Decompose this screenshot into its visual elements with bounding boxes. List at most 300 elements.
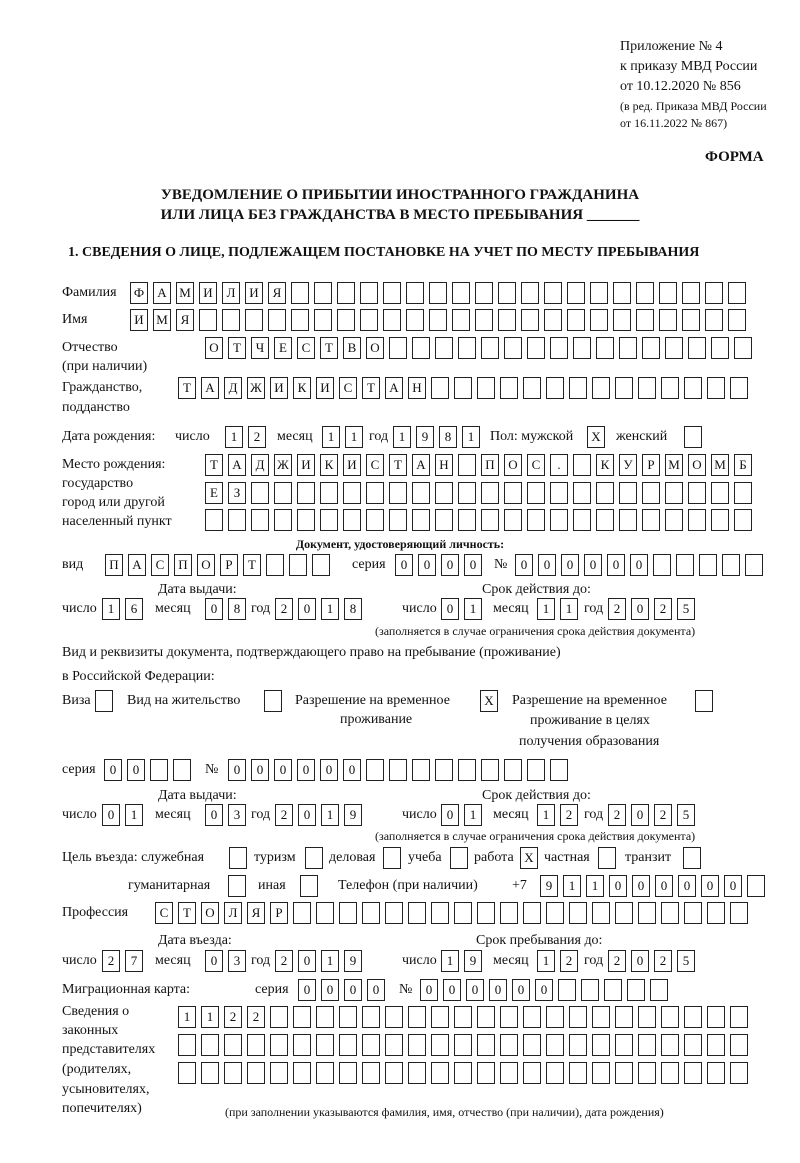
char-cell[interactable]: [362, 1006, 380, 1028]
char-cell[interactable]: [454, 1006, 472, 1028]
char-cell[interactable]: [385, 902, 403, 924]
doc-series-field[interactable]: [395, 554, 482, 576]
entry-year-field[interactable]: [275, 950, 362, 972]
char-cell[interactable]: [412, 509, 430, 531]
char-cell[interactable]: [707, 377, 725, 399]
char-cell[interactable]: 2: [654, 804, 672, 826]
char-cell[interactable]: Д: [251, 454, 269, 476]
char-cell[interactable]: 7: [125, 950, 143, 972]
char-cell[interactable]: П: [481, 454, 499, 476]
char-cell[interactable]: [567, 309, 585, 331]
temp-residence-checkbox[interactable]: [480, 690, 498, 712]
char-cell[interactable]: И: [297, 454, 315, 476]
char-cell[interactable]: Р: [220, 554, 238, 576]
birth-day-field[interactable]: [225, 426, 266, 448]
char-cell[interactable]: К: [293, 377, 311, 399]
char-cell[interactable]: [619, 337, 637, 359]
char-cell[interactable]: [289, 554, 307, 576]
char-cell[interactable]: [730, 1034, 748, 1056]
char-cell[interactable]: [604, 979, 622, 1001]
char-cell[interactable]: С: [339, 377, 357, 399]
char-cell[interactable]: [500, 1034, 518, 1056]
doc-kind-field[interactable]: [105, 554, 330, 576]
stay-series-field[interactable]: [104, 759, 191, 781]
char-cell[interactable]: Ж: [247, 377, 265, 399]
char-cell[interactable]: 3: [228, 950, 246, 972]
char-cell[interactable]: 0: [584, 554, 602, 576]
purpose-official-checkbox[interactable]: [229, 847, 247, 869]
representatives-field[interactable]: [178, 1006, 748, 1028]
char-cell[interactable]: [527, 759, 545, 781]
char-cell[interactable]: М: [665, 454, 683, 476]
char-cell[interactable]: [730, 377, 748, 399]
char-cell[interactable]: 1: [393, 426, 411, 448]
char-cell[interactable]: [684, 902, 702, 924]
char-cell[interactable]: [291, 309, 309, 331]
char-cell[interactable]: [527, 337, 545, 359]
char-cell[interactable]: 0: [489, 979, 507, 1001]
char-cell[interactable]: [297, 509, 315, 531]
char-cell[interactable]: А: [228, 454, 246, 476]
char-cell[interactable]: 1: [321, 804, 339, 826]
char-cell[interactable]: 0: [632, 875, 650, 897]
char-cell[interactable]: [523, 1006, 541, 1028]
char-cell[interactable]: 0: [205, 598, 223, 620]
char-cell[interactable]: [339, 1062, 357, 1084]
char-cell[interactable]: [619, 509, 637, 531]
char-cell[interactable]: [385, 1006, 403, 1028]
char-cell[interactable]: [454, 1034, 472, 1056]
char-cell[interactable]: [389, 482, 407, 504]
char-cell[interactable]: [454, 902, 472, 924]
stay-number-field[interactable]: [228, 759, 568, 781]
valid-year-field[interactable]: [608, 598, 695, 620]
char-cell[interactable]: [573, 337, 591, 359]
char-cell[interactable]: [546, 902, 564, 924]
char-cell[interactable]: [458, 482, 476, 504]
char-cell[interactable]: [222, 309, 240, 331]
char-cell[interactable]: [527, 482, 545, 504]
char-cell[interactable]: О: [688, 454, 706, 476]
char-cell[interactable]: [504, 482, 522, 504]
char-cell[interactable]: Ф: [130, 282, 148, 304]
char-cell[interactable]: 0: [561, 554, 579, 576]
char-cell[interactable]: [481, 482, 499, 504]
char-cell[interactable]: 0: [102, 804, 120, 826]
char-cell[interactable]: [314, 309, 332, 331]
stay-issue-month-field[interactable]: [205, 804, 246, 826]
char-cell[interactable]: [429, 282, 447, 304]
char-cell[interactable]: [477, 377, 495, 399]
char-cell[interactable]: [596, 482, 614, 504]
char-cell[interactable]: М: [711, 454, 729, 476]
char-cell[interactable]: [270, 1034, 288, 1056]
char-cell[interactable]: 0: [466, 979, 484, 1001]
char-cell[interactable]: [477, 1034, 495, 1056]
char-cell[interactable]: 0: [228, 759, 246, 781]
char-cell[interactable]: [722, 554, 740, 576]
purpose-humanitarian-checkbox[interactable]: [228, 875, 246, 897]
char-cell[interactable]: [707, 1034, 725, 1056]
char-cell[interactable]: Ж: [274, 454, 292, 476]
char-cell[interactable]: [337, 282, 355, 304]
char-cell[interactable]: О: [201, 902, 219, 924]
purpose-transit-checkbox[interactable]: [683, 847, 701, 869]
char-cell[interactable]: [592, 1034, 610, 1056]
char-cell[interactable]: С: [297, 337, 315, 359]
char-cell[interactable]: [544, 282, 562, 304]
char-cell[interactable]: [711, 337, 729, 359]
birth-year-field[interactable]: [393, 426, 480, 448]
char-cell[interactable]: 1: [537, 950, 555, 972]
char-cell[interactable]: [682, 282, 700, 304]
char-cell[interactable]: С: [155, 902, 173, 924]
char-cell[interactable]: [734, 482, 752, 504]
char-cell[interactable]: [431, 902, 449, 924]
char-cell[interactable]: 0: [655, 875, 673, 897]
birthplace-field[interactable]: [205, 454, 752, 476]
char-cell[interactable]: [642, 337, 660, 359]
char-cell[interactable]: [573, 482, 591, 504]
char-cell[interactable]: 0: [367, 979, 385, 1001]
edu-residence-checkbox[interactable]: [695, 690, 713, 712]
char-cell[interactable]: [500, 902, 518, 924]
char-cell[interactable]: [592, 1062, 610, 1084]
char-cell[interactable]: Я: [176, 309, 194, 331]
char-cell[interactable]: [360, 309, 378, 331]
char-cell[interactable]: [312, 554, 330, 576]
char-cell[interactable]: [573, 454, 591, 476]
char-cell[interactable]: [408, 1006, 426, 1028]
char-cell[interactable]: 0: [321, 979, 339, 1001]
char-cell[interactable]: И: [199, 282, 217, 304]
char-cell[interactable]: [385, 1034, 403, 1056]
char-cell[interactable]: Б: [734, 454, 752, 476]
char-cell[interactable]: [590, 282, 608, 304]
char-cell[interactable]: [251, 482, 269, 504]
char-cell[interactable]: [291, 282, 309, 304]
char-cell[interactable]: 0: [420, 979, 438, 1001]
char-cell[interactable]: [362, 902, 380, 924]
char-cell[interactable]: [408, 1062, 426, 1084]
char-cell[interactable]: 0: [441, 804, 459, 826]
char-cell[interactable]: [389, 509, 407, 531]
until-month-field[interactable]: [537, 950, 578, 972]
char-cell[interactable]: И: [270, 377, 288, 399]
char-cell[interactable]: 0: [631, 598, 649, 620]
char-cell[interactable]: [569, 1062, 587, 1084]
char-cell[interactable]: [178, 1062, 196, 1084]
char-cell[interactable]: 0: [298, 804, 316, 826]
char-cell[interactable]: [293, 1034, 311, 1056]
char-cell[interactable]: [339, 902, 357, 924]
char-cell[interactable]: И: [130, 309, 148, 331]
char-cell[interactable]: 0: [441, 598, 459, 620]
issue-day-field[interactable]: [102, 598, 143, 620]
char-cell[interactable]: [343, 509, 361, 531]
char-cell[interactable]: 2: [608, 804, 626, 826]
char-cell[interactable]: [268, 309, 286, 331]
char-cell[interactable]: [688, 482, 706, 504]
stay-valid-month-field[interactable]: [537, 804, 578, 826]
char-cell[interactable]: 8: [228, 598, 246, 620]
char-cell[interactable]: [297, 482, 315, 504]
char-cell[interactable]: .: [550, 454, 568, 476]
char-cell[interactable]: [431, 377, 449, 399]
char-cell[interactable]: [638, 902, 656, 924]
char-cell[interactable]: Т: [362, 377, 380, 399]
char-cell[interactable]: [615, 1006, 633, 1028]
char-cell[interactable]: [412, 759, 430, 781]
char-cell[interactable]: [728, 309, 746, 331]
char-cell[interactable]: Т: [205, 454, 223, 476]
char-cell[interactable]: [300, 875, 318, 897]
char-cell[interactable]: П: [174, 554, 192, 576]
char-cell[interactable]: 0: [104, 759, 122, 781]
char-cell[interactable]: [477, 902, 495, 924]
char-cell[interactable]: 2: [275, 950, 293, 972]
representatives-field[interactable]: [178, 1062, 748, 1084]
residence-permit-checkbox[interactable]: [264, 690, 282, 712]
char-cell[interactable]: 0: [701, 875, 719, 897]
char-cell[interactable]: [615, 377, 633, 399]
char-cell[interactable]: [205, 509, 223, 531]
char-cell[interactable]: А: [128, 554, 146, 576]
char-cell[interactable]: [711, 482, 729, 504]
char-cell[interactable]: [550, 759, 568, 781]
char-cell[interactable]: [383, 282, 401, 304]
char-cell[interactable]: 5: [677, 950, 695, 972]
char-cell[interactable]: [316, 902, 334, 924]
char-cell[interactable]: [435, 337, 453, 359]
char-cell[interactable]: [550, 509, 568, 531]
char-cell[interactable]: 0: [538, 554, 556, 576]
char-cell[interactable]: 9: [540, 875, 558, 897]
purpose-private-checkbox[interactable]: [598, 847, 616, 869]
entry-month-field[interactable]: [205, 950, 246, 972]
char-cell[interactable]: [544, 309, 562, 331]
char-cell[interactable]: [650, 979, 668, 1001]
char-cell[interactable]: [661, 1062, 679, 1084]
char-cell[interactable]: 1: [462, 426, 480, 448]
char-cell[interactable]: [684, 1062, 702, 1084]
char-cell[interactable]: К: [596, 454, 614, 476]
char-cell[interactable]: [247, 1034, 265, 1056]
char-cell[interactable]: [435, 509, 453, 531]
char-cell[interactable]: [550, 482, 568, 504]
valid-month-field[interactable]: [537, 598, 578, 620]
char-cell[interactable]: [406, 282, 424, 304]
stay-valid-year-field[interactable]: [608, 804, 695, 826]
char-cell[interactable]: Т: [389, 454, 407, 476]
char-cell[interactable]: [500, 377, 518, 399]
char-cell[interactable]: Д: [224, 377, 242, 399]
char-cell[interactable]: X: [480, 690, 498, 712]
char-cell[interactable]: [684, 377, 702, 399]
char-cell[interactable]: [569, 1034, 587, 1056]
char-cell[interactable]: [452, 309, 470, 331]
sex-male-checkbox[interactable]: [587, 426, 605, 448]
char-cell[interactable]: 2: [560, 950, 578, 972]
doc-number-field[interactable]: [515, 554, 763, 576]
char-cell[interactable]: [546, 377, 564, 399]
char-cell[interactable]: [613, 282, 631, 304]
char-cell[interactable]: [229, 847, 247, 869]
char-cell[interactable]: [316, 1062, 334, 1084]
char-cell[interactable]: [661, 1006, 679, 1028]
char-cell[interactable]: [293, 1006, 311, 1028]
char-cell[interactable]: [590, 309, 608, 331]
char-cell[interactable]: М: [153, 309, 171, 331]
char-cell[interactable]: 2: [102, 950, 120, 972]
char-cell[interactable]: [730, 1006, 748, 1028]
char-cell[interactable]: [619, 482, 637, 504]
char-cell[interactable]: [481, 337, 499, 359]
char-cell[interactable]: [638, 1062, 656, 1084]
char-cell[interactable]: П: [105, 554, 123, 576]
char-cell[interactable]: [412, 337, 430, 359]
issue-month-field[interactable]: [205, 598, 246, 620]
stay-valid-day-field[interactable]: [441, 804, 482, 826]
char-cell[interactable]: Ч: [251, 337, 269, 359]
purpose-business-checkbox[interactable]: [383, 847, 401, 869]
char-cell[interactable]: 2: [275, 804, 293, 826]
char-cell[interactable]: 6: [125, 598, 143, 620]
char-cell[interactable]: [383, 847, 401, 869]
until-year-field[interactable]: [608, 950, 695, 972]
char-cell[interactable]: [385, 1062, 403, 1084]
char-cell[interactable]: [659, 309, 677, 331]
char-cell[interactable]: [734, 509, 752, 531]
char-cell[interactable]: [504, 509, 522, 531]
char-cell[interactable]: [627, 979, 645, 1001]
entry-day-field[interactable]: [102, 950, 143, 972]
char-cell[interactable]: [711, 509, 729, 531]
char-cell[interactable]: [228, 509, 246, 531]
char-cell[interactable]: [523, 1062, 541, 1084]
char-cell[interactable]: [573, 509, 591, 531]
char-cell[interactable]: [684, 1006, 702, 1028]
char-cell[interactable]: [270, 1062, 288, 1084]
char-cell[interactable]: [458, 337, 476, 359]
char-cell[interactable]: 8: [344, 598, 362, 620]
profession-field[interactable]: [155, 902, 748, 924]
until-day-field[interactable]: [441, 950, 482, 972]
char-cell[interactable]: [745, 554, 763, 576]
char-cell[interactable]: Р: [642, 454, 660, 476]
issue-year-field[interactable]: [275, 598, 362, 620]
char-cell[interactable]: [665, 337, 683, 359]
char-cell[interactable]: 3: [228, 804, 246, 826]
visa-checkbox[interactable]: [95, 690, 113, 712]
char-cell[interactable]: 0: [609, 875, 627, 897]
char-cell[interactable]: 2: [608, 598, 626, 620]
char-cell[interactable]: Л: [224, 902, 242, 924]
char-cell[interactable]: А: [385, 377, 403, 399]
char-cell[interactable]: 8: [439, 426, 457, 448]
char-cell[interactable]: [431, 1006, 449, 1028]
char-cell[interactable]: [477, 1006, 495, 1028]
char-cell[interactable]: [201, 1034, 219, 1056]
char-cell[interactable]: X: [587, 426, 605, 448]
char-cell[interactable]: [481, 759, 499, 781]
char-cell[interactable]: [339, 1006, 357, 1028]
char-cell[interactable]: [527, 509, 545, 531]
char-cell[interactable]: [707, 1006, 725, 1028]
char-cell[interactable]: [615, 1034, 633, 1056]
char-cell[interactable]: [638, 1006, 656, 1028]
char-cell[interactable]: 5: [677, 598, 695, 620]
purpose-tourism-checkbox[interactable]: [305, 847, 323, 869]
char-cell[interactable]: 2: [248, 426, 266, 448]
char-cell[interactable]: [695, 690, 713, 712]
char-cell[interactable]: 0: [512, 979, 530, 1001]
char-cell[interactable]: О: [366, 337, 384, 359]
char-cell[interactable]: В: [343, 337, 361, 359]
char-cell[interactable]: [642, 482, 660, 504]
char-cell[interactable]: [747, 875, 765, 897]
char-cell[interactable]: [366, 482, 384, 504]
char-cell[interactable]: [477, 1062, 495, 1084]
char-cell[interactable]: [730, 902, 748, 924]
char-cell[interactable]: И: [245, 282, 263, 304]
char-cell[interactable]: [458, 454, 476, 476]
char-cell[interactable]: 1: [560, 598, 578, 620]
char-cell[interactable]: [661, 1034, 679, 1056]
char-cell[interactable]: [274, 482, 292, 504]
char-cell[interactable]: [636, 309, 654, 331]
valid-day-field[interactable]: [441, 598, 482, 620]
char-cell[interactable]: 0: [251, 759, 269, 781]
char-cell[interactable]: X: [520, 847, 538, 869]
char-cell[interactable]: [688, 509, 706, 531]
char-cell[interactable]: 0: [297, 759, 315, 781]
char-cell[interactable]: [665, 509, 683, 531]
char-cell[interactable]: Я: [268, 282, 286, 304]
char-cell[interactable]: Я: [247, 902, 265, 924]
char-cell[interactable]: 0: [344, 979, 362, 1001]
char-cell[interactable]: [458, 509, 476, 531]
char-cell[interactable]: [705, 282, 723, 304]
char-cell[interactable]: [293, 902, 311, 924]
char-cell[interactable]: [613, 309, 631, 331]
char-cell[interactable]: 0: [607, 554, 625, 576]
birthplace-field[interactable]: [205, 482, 752, 504]
char-cell[interactable]: 1: [102, 598, 120, 620]
char-cell[interactable]: [264, 690, 282, 712]
char-cell[interactable]: [592, 902, 610, 924]
char-cell[interactable]: [638, 1034, 656, 1056]
char-cell[interactable]: [458, 759, 476, 781]
char-cell[interactable]: 2: [654, 950, 672, 972]
char-cell[interactable]: 0: [205, 950, 223, 972]
char-cell[interactable]: Н: [435, 454, 453, 476]
surname-field[interactable]: [130, 282, 746, 304]
char-cell[interactable]: К: [320, 454, 338, 476]
char-cell[interactable]: 0: [418, 554, 436, 576]
char-cell[interactable]: [615, 1062, 633, 1084]
char-cell[interactable]: С: [151, 554, 169, 576]
char-cell[interactable]: [661, 377, 679, 399]
char-cell[interactable]: 2: [560, 804, 578, 826]
char-cell[interactable]: [431, 1062, 449, 1084]
char-cell[interactable]: [567, 282, 585, 304]
char-cell[interactable]: 9: [464, 950, 482, 972]
char-cell[interactable]: 0: [443, 979, 461, 1001]
char-cell[interactable]: И: [343, 454, 361, 476]
char-cell[interactable]: [598, 847, 616, 869]
char-cell[interactable]: [201, 1062, 219, 1084]
